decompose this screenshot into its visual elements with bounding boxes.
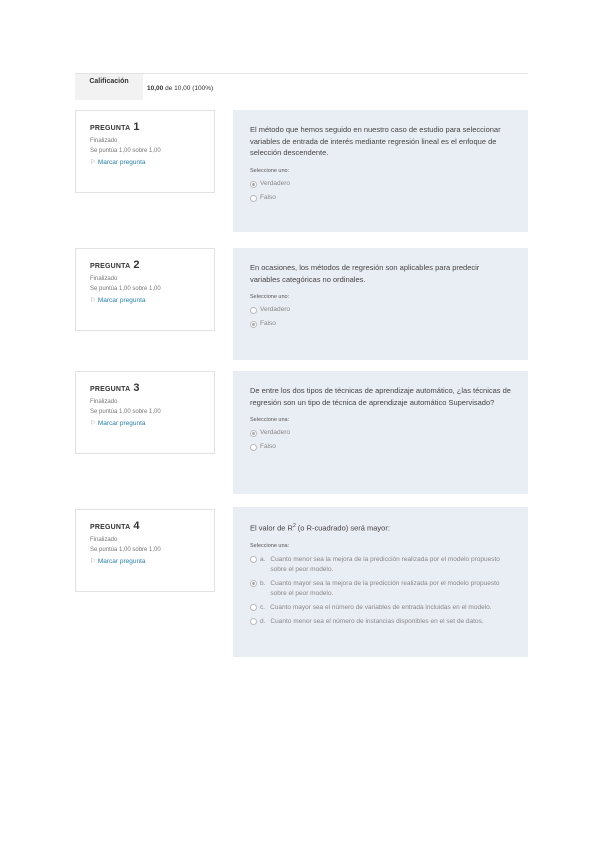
option-label: Cuanto mayor sea el número de variables de entrada incluidas en el modelo. [270, 604, 492, 611]
flag-label: Marcar pregunta [97, 159, 146, 166]
flag-question-link[interactable] [90, 296, 200, 304]
answer-prompt: Seleccione uno: [250, 167, 290, 174]
answer-option[interactable] [250, 194, 511, 202]
option-label: Verdadero [260, 306, 290, 313]
option-letter: c. [260, 604, 266, 611]
answer-prompt: Seleccione una: [250, 417, 290, 423]
question-info-3 [75, 371, 215, 454]
question-number: 3 [133, 382, 140, 394]
question-text: En ocasiones, los métodos de regresión son aplicables para predecir variables categóricas no ordinales. [250, 263, 480, 284]
radio-icon[interactable] [250, 195, 257, 202]
radio-icon[interactable] [250, 556, 257, 563]
question-panel-4 [233, 507, 528, 657]
radio-icon[interactable] [250, 430, 257, 437]
option-letter: a. [260, 556, 266, 563]
answer-prompt: Seleccione una: [250, 543, 290, 549]
answer-option[interactable] [250, 306, 511, 314]
question-info-4 [75, 509, 215, 592]
answer-option[interactable] [250, 443, 511, 451]
question-state: Finalizado [90, 276, 118, 282]
radio-icon[interactable] [250, 307, 257, 314]
flag-label: Marcar pregunta [97, 297, 146, 304]
question-number: 1 [133, 121, 140, 133]
question-text-part: (o R-cuadrado) será mayor: [295, 523, 390, 533]
flag-question-link[interactable] [90, 557, 200, 565]
radio-icon[interactable] [250, 604, 257, 611]
answer-option[interactable] [250, 555, 511, 575]
flag-question-link[interactable] [90, 158, 200, 166]
grade-total: de 10,00 (100%) [163, 85, 214, 92]
question-label: PREGUNTA [90, 263, 131, 270]
option-letter: b. [260, 580, 266, 587]
question-text: El método que hemos seguido en nuestro caso de estudio para seleccionar variables de entrada de interés mediante regresión lineal es el enfoque de selección descendente. [250, 125, 501, 157]
radio-icon[interactable] [250, 321, 257, 328]
question-score: Se puntúa 1,00 sobre 1,00 [90, 148, 161, 154]
question-label: PREGUNTA [90, 125, 131, 132]
question-score: Se puntúa 1,00 sobre 1,00 [90, 547, 161, 553]
answer-option[interactable] [250, 180, 511, 188]
flag-icon: ⚐ [90, 420, 96, 427]
question-title [90, 259, 200, 271]
question-panel-1 [233, 110, 528, 232]
question-label: PREGUNTA [90, 524, 131, 531]
option-label: Falso [260, 193, 276, 201]
option-label: Verdadero [260, 429, 290, 436]
option-label: Cuanto menor sea el número de instancias disponibles en el set de datos. [270, 618, 484, 625]
flag-label: Marcar pregunta [97, 558, 146, 565]
question-panel-3 [233, 371, 528, 494]
grade-label: Calificación [75, 74, 143, 100]
question-state: Finalizado [90, 537, 118, 543]
flag-question-link[interactable] [90, 419, 200, 427]
question-title [90, 520, 200, 532]
answer-option[interactable] [250, 603, 511, 613]
answer-prompt: Seleccione uno: [250, 294, 290, 300]
question-score: Se puntúa 1,00 sobre 1,00 [90, 409, 161, 415]
option-label: Falso [260, 320, 276, 327]
question-text: De entre los dos tipos de técnicas de aprendizaje automático, ¿las técnicas de regresión son un tipo de técnica de aprendizaje automático Supervisado? [250, 386, 511, 407]
question-panel-2 [233, 248, 528, 360]
question-text [250, 521, 511, 534]
radio-icon[interactable] [250, 618, 257, 625]
radio-icon[interactable] [250, 181, 257, 188]
option-label: Falso [260, 443, 276, 450]
flag-icon: ⚐ [90, 558, 96, 565]
question-text-part: El valor de R [250, 523, 293, 533]
radio-icon[interactable] [250, 444, 257, 451]
option-label: Cuanto menor sea la mejora de la predicción realizada por el modelo propuesto sobre el peor modelo. [270, 556, 500, 573]
answer-option[interactable] [250, 617, 511, 627]
grade-value [147, 85, 213, 92]
question-state: Finalizado [90, 399, 118, 405]
flag-icon: ⚐ [90, 159, 96, 166]
answer-option[interactable] [250, 429, 511, 437]
option-label: Cuanto mayor sea la mejora de la predicción realizada por el modelo propuesto sobre el peor modelo. [270, 580, 500, 597]
question-number: 2 [133, 259, 140, 271]
answer-option[interactable] [250, 320, 511, 328]
answer-option[interactable] [250, 579, 511, 599]
question-number: 4 [133, 520, 140, 532]
flag-label: Marcar pregunta [97, 420, 146, 427]
question-state: Finalizado [90, 138, 118, 144]
grade-score: 10,00 [147, 85, 164, 92]
superscript: 2 [292, 523, 296, 529]
option-letter: d. [260, 618, 266, 625]
question-info-2 [75, 248, 215, 331]
flag-icon: ⚐ [90, 297, 96, 304]
radio-icon[interactable] [250, 580, 257, 587]
question-label: PREGUNTA [90, 386, 131, 393]
option-label: Verdadero [260, 179, 290, 187]
question-score: Se puntúa 1,00 sobre 1,00 [90, 286, 161, 292]
question-info-1 [75, 110, 215, 193]
question-title [90, 121, 200, 133]
question-title [90, 382, 200, 394]
